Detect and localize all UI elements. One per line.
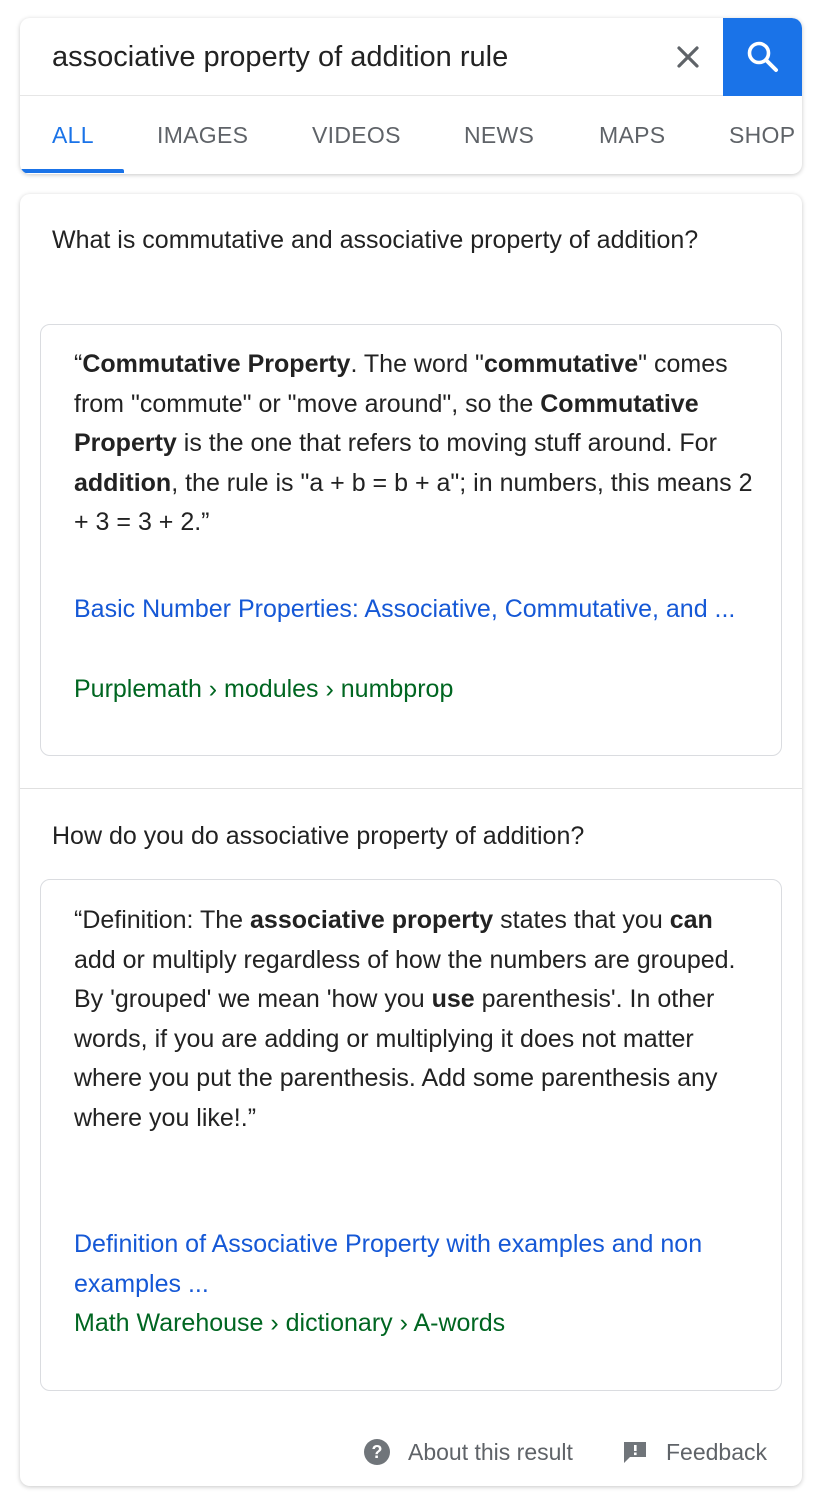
question-2[interactable]: How do you do associative property of addition? bbox=[52, 822, 585, 850]
result-breadcrumb-2: Math Warehouse › dictionary › A-words bbox=[74, 1309, 506, 1337]
help-circle-icon: ? bbox=[364, 1439, 390, 1465]
answer-box-2 bbox=[40, 879, 782, 1391]
about-label: About this result bbox=[408, 1438, 573, 1465]
result-link-title-2[interactable]: Definition of Associative Property with examples and non examples ... bbox=[74, 1230, 703, 1298]
answer-snippet-1 bbox=[74, 345, 754, 543]
snippet-2-segment-0: “Definition: The bbox=[74, 906, 251, 934]
tab-maps[interactable]: MAPS bbox=[599, 122, 666, 148]
result-link-title-1[interactable]: Basic Number Properties: Associative, Commutative, and ... bbox=[74, 595, 736, 623]
search-icon bbox=[745, 39, 781, 75]
divider bbox=[20, 788, 802, 789]
tab-images[interactable]: IMAGES bbox=[157, 122, 249, 148]
answer-snippet-2 bbox=[74, 901, 754, 1138]
snippet-1-segment-0: “ bbox=[74, 350, 83, 378]
snippet-2-segment-1: associative property bbox=[250, 906, 494, 934]
clear-search-button[interactable] bbox=[665, 34, 711, 80]
search-bar bbox=[20, 18, 802, 96]
tab-shopping[interactable]: SHOP bbox=[729, 122, 796, 148]
active-tab-indicator bbox=[20, 169, 124, 173]
snippet-2-segment-6: parenthesis'. In other words, if you are adding or multiplying it does not matter where you put the parenthesis. Add some parenthesis any where you like!.” bbox=[74, 985, 718, 1132]
feedback-icon bbox=[622, 1440, 648, 1464]
result-breadcrumb-1: Purplemath › modules › numbprop bbox=[74, 675, 454, 703]
close-icon bbox=[676, 45, 700, 69]
tab-news[interactable]: NEWS bbox=[464, 122, 535, 148]
result-link-2[interactable] bbox=[74, 1225, 764, 1304]
tab-videos[interactable]: VIDEOS bbox=[312, 122, 401, 148]
result-footer bbox=[20, 1432, 802, 1472]
feedback-link[interactable] bbox=[622, 1432, 767, 1472]
snippet-1-segment-2: . The word " bbox=[350, 350, 484, 378]
feedback-label: Feedback bbox=[666, 1438, 768, 1465]
snippet-1-segment-6: is the one that refers to moving stuff around. For bbox=[176, 429, 717, 457]
question-1[interactable]: What is commutative and associative property of addition? bbox=[52, 226, 699, 254]
snippet-1-segment-3: commutative bbox=[483, 350, 639, 378]
snippet-1-segment-5: Commutative Property bbox=[74, 389, 699, 457]
snippet-2-segment-4: add or multiply regardless of how the numbers are grouped. By 'grouped' we mean 'how you bbox=[74, 945, 736, 1013]
result-link-1[interactable] bbox=[74, 590, 764, 630]
search-button[interactable] bbox=[723, 18, 802, 96]
snippet-2-segment-2: states that you bbox=[493, 906, 670, 934]
snippet-1-segment-4: " comes from "commute" or "move around", so the bbox=[74, 350, 728, 418]
snippet-2-segment-5: use bbox=[431, 985, 475, 1013]
tab-all[interactable]: ALL bbox=[52, 122, 94, 148]
related-questions-card bbox=[20, 194, 802, 1486]
snippet-2-segment-3: can bbox=[669, 906, 713, 934]
answer-box-1 bbox=[40, 324, 782, 756]
search-header bbox=[20, 18, 802, 174]
snippet-1-segment-1: Commutative Property bbox=[82, 350, 351, 378]
snippet-1-segment-8: , the rule is "a + b = b + a"; in numbers, this means 2 + 3 = 3 + 2.” bbox=[74, 468, 753, 536]
search-tabs bbox=[20, 96, 802, 174]
about-this-result-link[interactable] bbox=[364, 1432, 573, 1472]
snippet-1-segment-7: addition bbox=[74, 468, 172, 497]
search-input[interactable] bbox=[52, 40, 652, 74]
